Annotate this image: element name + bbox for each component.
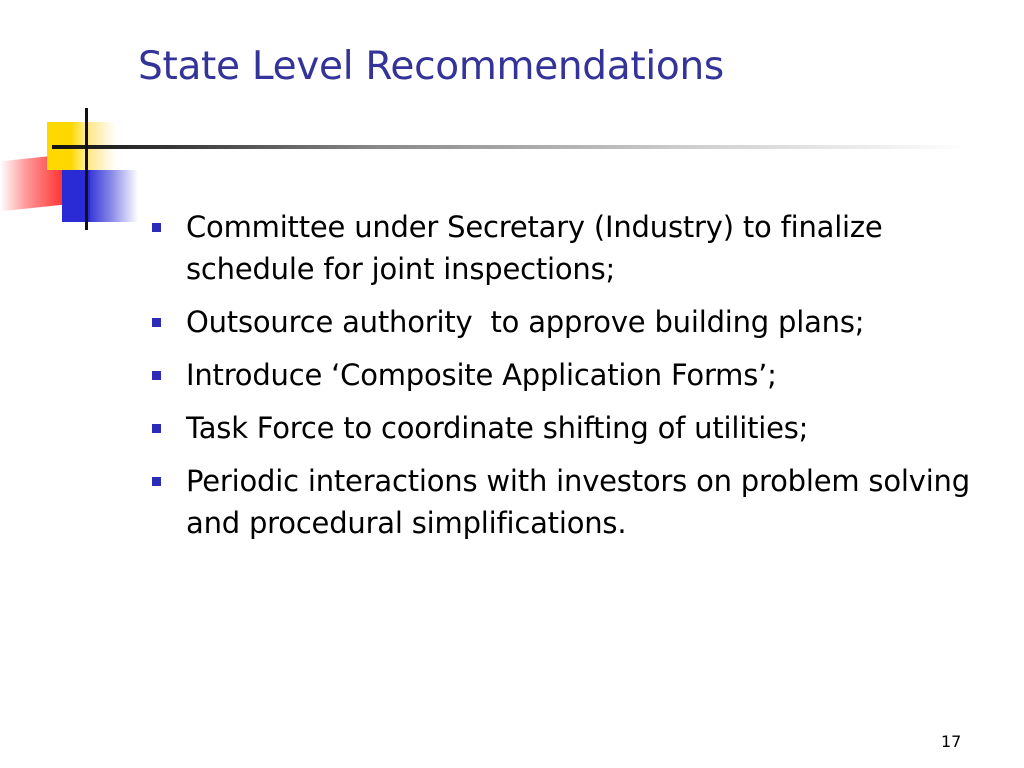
title-underline: [52, 145, 972, 149]
bullet-item: [152, 206, 1002, 290]
bullet-item: [152, 301, 1002, 343]
square-bullet-icon: [152, 424, 161, 433]
bullet-text: Committee under Secretary (Industry) to finalize schedule for joint inspections;: [186, 210, 883, 286]
bullet-item: [152, 407, 1002, 449]
vertical-divider-line: [85, 108, 88, 230]
square-bullet-icon: [152, 318, 161, 327]
square-bullet-icon: [152, 477, 161, 486]
bullet-text: Task Force to coordinate shifting of utilities;: [186, 411, 809, 445]
bullet-text: Outsource authority to approve building plans;: [186, 305, 865, 339]
bullet-item: [152, 354, 1002, 396]
bullet-item: [152, 460, 1002, 544]
square-bullet-icon: [152, 223, 161, 232]
square-bullet-icon: [152, 371, 161, 380]
blue-fade-decoration: [90, 170, 138, 222]
bullet-text: Introduce ‘Composite Application Forms’;: [186, 358, 777, 392]
bullet-text: Periodic interactions with investors on problem solving and procedural simplifications.: [186, 464, 970, 540]
page-number: 17: [941, 732, 962, 751]
bullet-list: [152, 206, 1002, 555]
slide-title: State Level Recommendations: [138, 44, 724, 89]
